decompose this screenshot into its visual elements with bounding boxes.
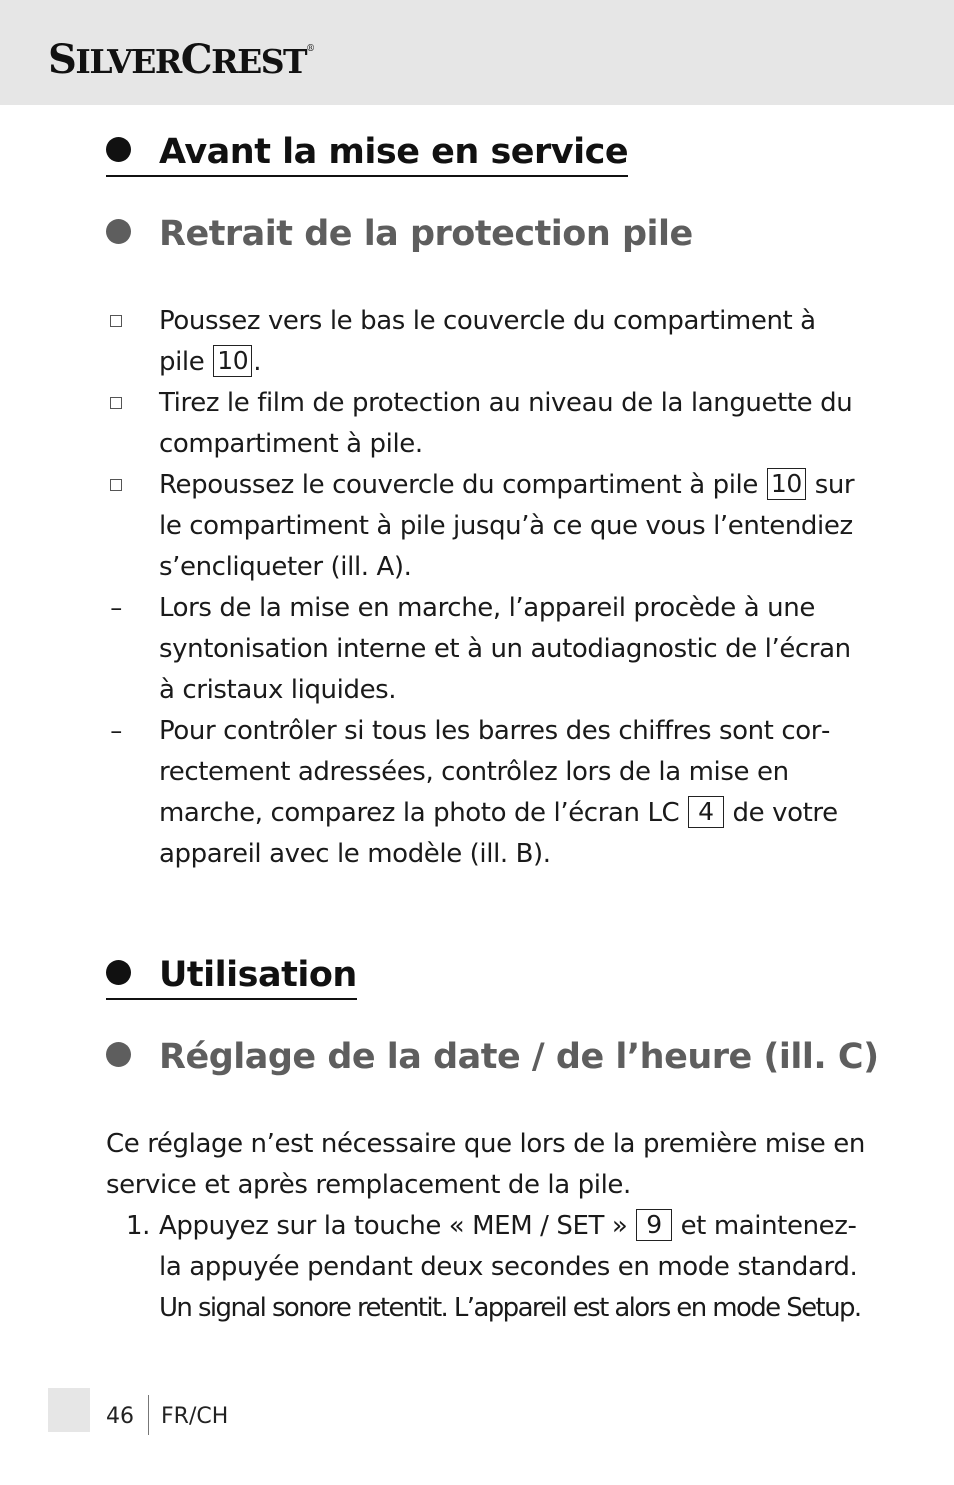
part-ref-badge: 10 — [767, 468, 806, 500]
retrait-list — [106, 301, 866, 875]
item-text-end: de votre appareil avec le modèle (ill. B). — [159, 798, 838, 869]
logo-registered: ® — [306, 44, 316, 54]
list-item — [106, 301, 866, 383]
step-result-text: Un signal sonore retentit. L’appareil est alors en mode Setup. — [159, 1293, 861, 1323]
bullet-dot-icon — [106, 219, 131, 244]
dash-marker: – — [110, 594, 122, 622]
logo-ilver: ILVER — [75, 42, 181, 81]
step-item — [106, 1206, 866, 1329]
checkbox-square-icon — [106, 301, 126, 342]
step-text: Appuyez sur la touche « MEM / SET » — [159, 1211, 636, 1241]
heading-utilisation — [106, 955, 357, 1000]
footer-tab — [48, 1388, 90, 1432]
heading-avant-text: Avant la mise en service — [159, 132, 629, 172]
list-item — [106, 711, 866, 875]
item-text: Repoussez le couvercle du compartiment à pile — [159, 470, 766, 500]
part-ref-badge: 10 — [213, 345, 252, 377]
dash-marker: – — [110, 717, 122, 745]
heading-reglage — [106, 1037, 879, 1077]
list-item — [106, 465, 866, 588]
step-number: 1. — [126, 1211, 151, 1241]
logo-letter-c: C — [180, 36, 212, 83]
item-text: Lors de la mise en marche, l’appareil procède à une syntonisation interne et à un autodiagnostic de l’écran à cristaux liquides. — [159, 593, 851, 705]
reglage-intro: Ce réglage n’est nécessaire que lors de la première mise en service et après remplacement de la pile. — [106, 1129, 865, 1200]
bullet-dot-icon — [106, 960, 131, 985]
step-text-end: et maintenez-la appuyée pendant deux secondes en mode standard. — [159, 1211, 858, 1282]
silvercrest-logo — [48, 36, 315, 83]
logo-letter-s: S — [48, 36, 76, 83]
item-text: Poussez vers le bas le couvercle du compartiment à pile — [159, 306, 816, 377]
heading-retrait-text: Retrait de la protection pile — [159, 214, 693, 254]
reglage-body — [106, 1124, 866, 1329]
checkbox-square-icon — [106, 383, 126, 424]
checkbox-square-icon — [106, 465, 126, 506]
heading-retrait — [106, 214, 693, 254]
list-item — [106, 588, 866, 711]
bullet-dot-icon — [106, 1042, 131, 1067]
heading-utilisation-text: Utilisation — [159, 955, 357, 995]
language-code: FR/CH — [161, 1404, 229, 1429]
item-text-end: . — [253, 347, 262, 377]
heading-reglage-text: Réglage de la date / de l’heure (ill. C) — [159, 1037, 879, 1077]
heading-avant — [106, 132, 628, 177]
footer-divider — [148, 1395, 149, 1435]
item-text: Pour contrôler si tous les barres des chiffres sont correctement adressées, contrôlez lors de la mise en marche, comparez la photo de l’écran LC — [159, 716, 831, 828]
bullet-dot-icon — [106, 137, 131, 162]
item-text-end: sur le compartiment à pile jusqu’à ce que vous l’entendiez s’encliqueter (ill. A). — [159, 470, 855, 582]
list-item — [106, 383, 866, 465]
footer — [106, 1395, 228, 1435]
part-ref-badge: 9 — [636, 1209, 672, 1241]
part-ref-badge: 4 — [688, 796, 724, 828]
logo-rest: REST — [211, 42, 307, 81]
page-number: 46 — [106, 1404, 134, 1429]
item-text: Tirez le film de protection au niveau de la languette du compartiment à pile. — [159, 388, 853, 459]
